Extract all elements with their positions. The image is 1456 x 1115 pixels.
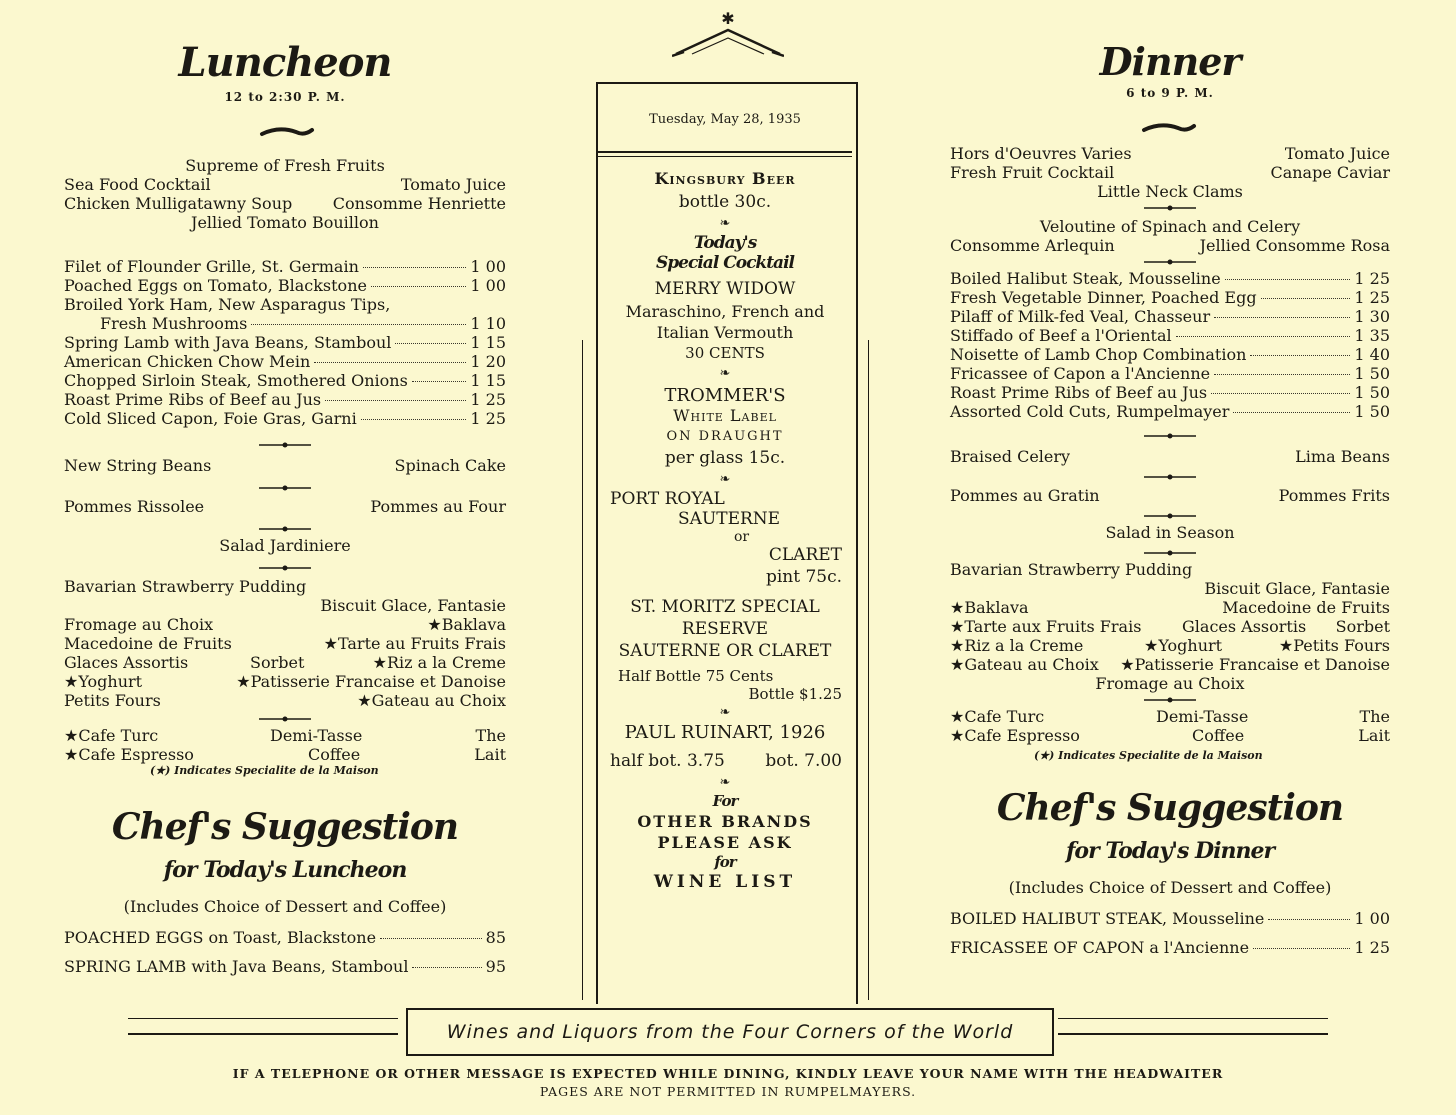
entree-item: Spring Lamb with Java Beans, Stamboul 1 15 <box>64 333 506 352</box>
footer-notice: PAGES ARE NOT PERMITTED IN RUMPELMAYERS. <box>539 1084 917 1099</box>
dinner-desserts: Bavarian Strawberry Pudding Biscuit Glace, Fantasie ★Baklava Macedoine de Fruits ★Tarte aux Fruits Frais Glaces Assortis Sorbet ★Riz a la Creme ★Yoghurt ★Petits Fours ★Gateau au Choix ★Patisserie Francaise et Danoise Fromage au Choix <box>950 560 1390 693</box>
footer-rule-left <box>128 1018 398 1035</box>
dinner-column <box>950 38 1390 957</box>
cocktail-desc: Italian Vermouth <box>656 323 794 342</box>
entree-item: Boiled Halibut Steak, Mousseline 1 25 <box>950 269 1390 288</box>
luncheon-column <box>64 38 506 976</box>
footer-notice: IF A TELEPHONE OR OTHER MESSAGE IS EXPECTED WHILE DINING, KINDLY LEAVE YOUR NAME WITH THE HEADWAITER <box>232 1066 1224 1081</box>
entree-item: Roast Prime Ribs of Beef au Jus 1 50 <box>950 383 1390 402</box>
luncheon-starter-top: Supreme of Fresh Fruits <box>185 156 385 175</box>
trommer-price: per glass 15c. <box>664 448 786 468</box>
menu-item: Lima Beans <box>1295 447 1390 466</box>
menu-item: Sea Food Cocktail <box>64 175 211 194</box>
dinner-hours: 6 to 9 P. M. <box>1126 86 1214 100</box>
dinner-chef-title: Chef's Suggestion <box>996 787 1344 829</box>
entree-item: Broiled York Ham, New Asparagus Tips, <box>64 295 391 314</box>
luncheon-title: Luncheon <box>178 39 392 86</box>
ruinart-name: PAUL RUINART, 1926 <box>624 722 826 743</box>
moritz-type: SAUTERNE OR CLARET <box>618 641 832 661</box>
menu-item: Pommes au Gratin <box>950 486 1100 505</box>
ruinart-half: half bot. 3.75 <box>610 751 725 771</box>
menu-item: Biscuit Glace, Fantasie <box>1204 579 1390 598</box>
dinner-chef-subtitle: for Today's Dinner <box>1065 838 1275 864</box>
trommer-label: White Label <box>673 406 777 425</box>
port-or: or <box>734 529 750 545</box>
menu-item: Consomme Arlequin <box>950 236 1115 255</box>
moritz-reserve: RESERVE <box>681 619 769 639</box>
moritz-half: Half Bottle 75 Cents <box>618 667 774 685</box>
ornament-icon: ❧ <box>719 366 731 381</box>
entree-item: Poached Eggs on Tomato, Blackstone 1 00 <box>64 276 506 295</box>
divider-ornament-icon <box>1144 203 1196 213</box>
divider-ornament-icon <box>1144 472 1196 482</box>
luncheon-chef-subtitle: for Today's Luncheon <box>163 857 407 883</box>
entree-item: Stiffado of Beef a l'Oriental 1 35 <box>950 326 1390 345</box>
chef-item: SPRING LAMB with Java Beans, Stamboul 95 <box>64 957 506 976</box>
dinner-salad: Salad in Season <box>1105 523 1235 542</box>
panel-rule-right <box>868 340 869 1000</box>
dinner-entrees <box>950 269 1390 421</box>
port-claret: CLARET <box>768 545 842 565</box>
wine-list: WINE LIST <box>653 872 797 892</box>
divider-ornament-icon <box>1144 431 1196 441</box>
ornament-icon: ❧ <box>719 705 731 720</box>
entree-item: Roast Prime Ribs of Beef au Jus 1 25 <box>64 390 506 409</box>
menu-item: Tomato Juice <box>400 175 506 194</box>
panel-rule-left <box>582 340 583 1000</box>
menu-item: Spinach Cake <box>394 456 506 475</box>
menu-item: Veloutine of Spinach and Celery <box>1039 217 1301 236</box>
footer-rule-right <box>1058 1018 1328 1035</box>
luncheon-starter-bottom: Jellied Tomato Bouillon <box>191 213 379 232</box>
entree-item: Assorted Cold Cuts, Rumpelmayer 1 50 <box>950 402 1390 421</box>
entree-item: Fricassee of Capon a l'Ancienne 1 50 <box>950 364 1390 383</box>
double-rule <box>598 151 852 157</box>
divider-ornament-icon <box>259 440 311 450</box>
cocktail-price: 30 CENTS <box>685 344 765 362</box>
luncheon-desserts: Bavarian Strawberry Pudding Biscuit Glace, Fantasie Fromage au Choix ★Baklava Macedoine de Fruits ★Tarte au Fruits Frais Glaces Assortis Sorbet ★Riz a la Creme ★Yoghurt ★Patisserie Francaise et Danoise Petits Fours ★Gateau au Choix <box>64 577 506 710</box>
divider-ornament-icon <box>259 483 311 493</box>
flourish-icon <box>64 124 506 144</box>
entree-item: Filet of Flounder Grille, St. Germain 1 00 <box>64 257 506 276</box>
specialite-note: (★) Indicates Specialite de la Maison <box>1034 749 1263 762</box>
footer-banner-box <box>406 1008 1054 1056</box>
divider-ornament-icon <box>1144 548 1196 558</box>
menu-item: Hors d'Oeuvres Varies <box>950 144 1132 163</box>
menu-item: Tomato Juice <box>1284 144 1390 163</box>
port-price: pint 75c. <box>765 567 842 587</box>
menu-item: Biscuit Glace, Fantasie <box>320 596 506 615</box>
menu-item: Bavarian Strawberry Pudding <box>950 560 1193 579</box>
chef-item: BOILED HALIBUT STEAK, Mousseline 1 00 <box>950 909 1390 928</box>
entree-item: Fresh Mushrooms 1 10 <box>100 314 506 333</box>
entree-item: Fresh Vegetable Dinner, Poached Egg 1 25 <box>950 288 1390 307</box>
port-name: PORT ROYAL <box>610 489 725 509</box>
footer-banner: Wines and Liquors from the Four Corners of the World <box>446 1021 1014 1043</box>
menu-item: Pommes Frits <box>1278 486 1390 505</box>
divider-ornament-icon <box>259 714 311 724</box>
specialite-note: (★) Indicates Specialite de la Maison <box>150 764 379 777</box>
wine-other: OTHER BRANDS <box>637 812 813 831</box>
trommer-draught: ON DRAUGHT <box>666 429 784 444</box>
crown-ornament-icon <box>672 6 784 58</box>
entree-item: Pilaff of Milk-fed Veal, Chasseur 1 30 <box>950 307 1390 326</box>
entree-item: American Chicken Chow Mein 1 20 <box>64 352 506 371</box>
divider-ornament-icon <box>1144 257 1196 267</box>
center-content <box>608 112 842 892</box>
entree-item: Noisette of Lamb Chop Combination 1 40 <box>950 345 1390 364</box>
flourish-icon <box>950 120 1390 140</box>
moritz-name: ST. MORITZ SPECIAL <box>630 597 820 617</box>
divider-ornament-icon <box>1144 511 1196 521</box>
chef-item: POACHED EGGS on Toast, Blackstone 85 <box>64 928 506 947</box>
menu-item: Fresh Fruit Cocktail <box>950 163 1115 182</box>
ornament-icon: ❧ <box>719 472 731 487</box>
menu-item: Pommes au Four <box>370 497 506 516</box>
ruinart-bottle: bot. 7.00 <box>765 751 842 771</box>
menu-item: Jellied Consomme Rosa <box>1199 236 1390 255</box>
luncheon-chef-title: Chef's Suggestion <box>111 806 459 848</box>
cocktail-name: MERRY WIDOW <box>654 279 796 299</box>
wine-for2: for <box>714 853 736 871</box>
divider-ornament-icon <box>259 563 311 573</box>
luncheon-entrees <box>64 257 506 428</box>
luncheon-salad: Salad Jardiniere <box>219 536 351 555</box>
menu-item: Pommes Rissolee <box>64 497 205 516</box>
dinner-chef-includes: (Includes Choice of Dessert and Coffee) <box>1008 878 1332 897</box>
trommer-name: TROMMER'S <box>664 385 786 406</box>
menu-item: Canape Caviar <box>1270 163 1390 182</box>
entree-item: Chopped Sirloin Steak, Smothered Onions 1 15 <box>64 371 506 390</box>
menu-item: Chicken Mulligatawny Soup <box>64 194 293 213</box>
beer-name: Kingsbury Beer <box>654 169 796 188</box>
divider-ornament-icon <box>1144 695 1196 705</box>
entree-item: Cold Sliced Capon, Foie Gras, Garni 1 25 <box>64 409 506 428</box>
special-label: Today's <box>693 233 757 253</box>
wine-please: PLEASE ASK <box>657 833 793 852</box>
dinner-coffee: ★Cafe Turc Demi-Tasse The ★Cafe Espresso Coffee Lait <box>950 707 1390 745</box>
ornament-icon: ❧ <box>719 216 731 231</box>
cocktail-desc: Maraschino, French and <box>625 302 825 321</box>
luncheon-hours: 12 to 2:30 P. M. <box>224 90 346 104</box>
beer-price: bottle 30c. <box>678 192 772 212</box>
menu-item: Braised Celery <box>950 447 1071 466</box>
special-label: Special Cocktail <box>656 253 794 273</box>
menu-date: Tuesday, May 28, 1935 <box>649 112 801 127</box>
port-type: SAUTERNE <box>678 509 781 529</box>
luncheon-chef-includes: (Includes Choice of Dessert and Coffee) <box>123 897 447 916</box>
svg-text:✱: ✱ <box>721 9 735 28</box>
menu-item: New String Beans <box>64 456 212 475</box>
menu-item: Consomme Henriette <box>332 194 506 213</box>
wine-for: For <box>712 792 738 810</box>
menu-item: Little Neck Clams <box>1097 182 1243 201</box>
luncheon-coffee: ★Cafe Turc Demi-Tasse The ★Cafe Espresso Coffee Lait <box>64 726 506 764</box>
menu-item: Bavarian Strawberry Pudding <box>64 577 307 596</box>
menu-item: Fromage au Choix <box>1095 674 1245 693</box>
moritz-bottle: Bottle $1.25 <box>748 685 842 703</box>
ornament-icon: ❧ <box>719 775 731 790</box>
divider-ornament-icon <box>259 524 311 534</box>
chef-item: FRICASSEE OF CAPON a l'Ancienne 1 25 <box>950 938 1390 957</box>
dinner-title: Dinner <box>1099 39 1241 84</box>
